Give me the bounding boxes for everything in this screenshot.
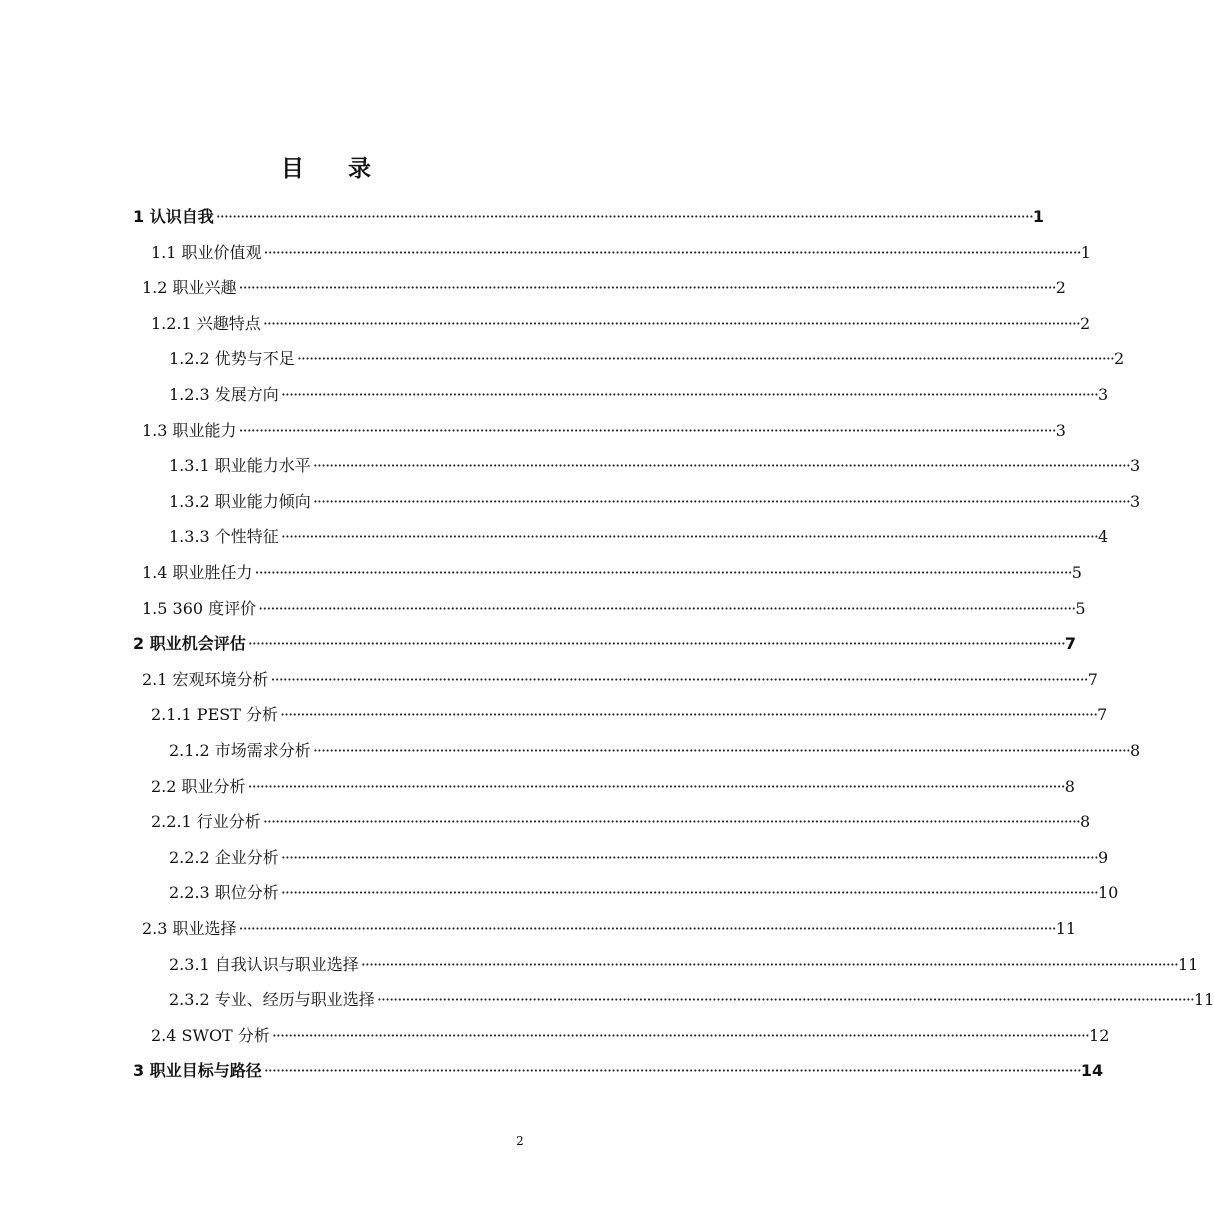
toc-entry-page: 9 [1098,847,1109,867]
toc-leader-dots: ········································································································································································································ [271,1025,1090,1045]
toc-entry-label: 1.5 360 度评价 [142,598,257,618]
toc-entry[interactable] [133,630,1077,658]
toc-leader-dots: ········································································································································································································ [360,954,1178,974]
toc-entry-label: 1.2.3 发展方向 [169,385,279,404]
toc-entry-page: 10 [1098,883,1119,903]
toc-entry-page: 11 [1055,919,1077,938]
toc-entry[interactable] [151,773,1075,801]
toc-entry-label: 2.1.1 PEST 分析 [151,705,278,725]
toc-leader-dots: ········································································································································································································ [263,1061,1081,1081]
toc-entry-page: 2 [1055,278,1066,298]
toc-entry-label: 1.2 职业兴趣 [142,278,237,298]
toc-leader-dots: ········································································································································································································ [270,669,1088,689]
toc-entry-label: 2.2.2 企业分析 [169,847,279,867]
toc-entry-page: 2 [1080,313,1091,333]
toc-entry[interactable] [151,701,1108,729]
toc-entry-page: 4 [1098,527,1109,547]
toc-entry-page: 11 [1194,990,1214,1010]
toc-entry[interactable] [169,986,1214,1014]
toc-leader-dots: ········································································································································································································ [258,598,1076,618]
toc-leader-dots: ········································································································································································································ [238,919,1056,938]
toc-entry-page: 7 [1097,705,1108,725]
toc-leader-dots: ········································································································································································································ [215,207,1033,226]
toc-leader-dots: ········································································································································································································ [280,883,1098,903]
toc-leader-dots: ········································································································································································································ [280,527,1098,547]
toc-entry-page: 5 [1071,563,1082,582]
toc-entry-page: 3 [1055,420,1066,440]
toc-leader-dots: ········································································································································································································ [279,705,1098,725]
toc-entry-label: 2.3.1 自我认识与职业选择 [169,954,359,974]
toc-entry[interactable] [151,808,1091,836]
toc-entry[interactable] [133,1057,1104,1085]
toc-entry-page: 8 [1080,812,1091,832]
toc-entry[interactable] [142,666,1098,694]
toc-entry-label: 2.3.2 专业、经历与职业选择 [169,990,375,1010]
toc-entry[interactable] [151,239,1091,267]
toc-entry-label: 2.2.1 行业分析 [151,812,261,832]
toc-entry[interactable] [151,1022,1110,1050]
toc-entry[interactable] [142,915,1077,943]
toc-entry-label: 1.4 职业胜任力 [142,563,253,582]
toc-entry-label: 2.3 职业选择 [142,919,237,938]
toc-entry[interactable] [151,310,1091,338]
toc-leader-dots: ········································································································································································································ [280,385,1098,404]
toc-entry-label: 1.3.2 职业能力倾向 [169,491,311,511]
toc-entry[interactable] [169,737,1141,765]
toc-leader-dots: ········································································································································································································ [312,741,1130,760]
toc-entry-page: 12 [1089,1025,1110,1045]
toc-entry-label: 2.4 SWOT 分析 [151,1025,270,1045]
toc-entry-label: 1.3 职业能力 [142,420,237,440]
toc-entry[interactable] [169,345,1125,373]
toc-entry-page: 7 [1064,634,1077,654]
toc-entry[interactable] [142,595,1086,623]
toc-entry-label: 1.2.1 兴趣特点 [151,313,261,333]
toc-leader-dots: ········································································································································································································ [247,776,1065,796]
toc-entry[interactable] [169,381,1109,409]
toc-entry-page: 1 [1080,242,1091,262]
toc-entry-label: 2.1 宏观环境分析 [142,669,269,689]
toc-entry-label: 2.2.3 职位分析 [169,883,279,903]
toc-leader-dots: ········································································································································································································ [254,563,1072,582]
toc-entry-page: 14 [1080,1061,1104,1081]
toc-leader-dots: ········································································································································································································ [238,278,1056,298]
toc-leader-dots: ········································································································································································································ [312,456,1130,476]
toc-entry-label: 2.2 职业分析 [151,776,246,796]
toc-entry-label: 1.3.3 个性特征 [169,527,279,547]
toc-entry-page: 3 [1130,491,1141,511]
toc-entry-page: 8 [1064,776,1075,796]
toc-entry[interactable] [133,203,1045,231]
page-number: 2 [516,1134,524,1148]
toc-entry-page: 3 [1098,385,1109,404]
toc-leader-dots: ········································································································································································································ [376,990,1194,1010]
toc-leader-dots: ········································································································································································································ [263,242,1081,262]
toc-entry-page: 2 [1114,349,1125,369]
toc-entry-label: 3 职业目标与路径 [133,1061,262,1081]
toc-entry-page: 1 [1032,207,1045,226]
toc-entry-page: 8 [1130,741,1141,760]
toc-entry[interactable] [142,417,1066,445]
toc-entry[interactable] [169,951,1199,979]
toc-leader-dots: ········································································································································································································ [280,847,1098,867]
toc-leader-dots: ········································································································································································································ [247,634,1065,654]
toc-entry-label: 1.3.1 职业能力水平 [169,456,311,476]
toc-entry-label: 1 认识自我 [133,207,214,226]
toc-entry-label: 1.1 职业价值观 [151,242,262,262]
toc-entry[interactable] [142,559,1082,587]
toc-entry-label: 2 职业机会评估 [133,634,246,654]
toc-leader-dots: ········································································································································································································ [262,313,1080,333]
toc-entry-page: 11 [1178,954,1199,974]
toc-entry-page: 7 [1087,669,1098,689]
page-title: 目 录 [280,156,389,182]
toc-entry-page: 3 [1130,456,1141,476]
toc-entry[interactable] [169,844,1109,872]
toc-leader-dots: ········································································································································································································ [262,812,1080,832]
toc-entry[interactable] [169,879,1119,907]
toc-entry[interactable] [169,523,1109,551]
toc-leader-dots: ········································································································································································································ [296,349,1114,369]
toc-entry[interactable] [169,452,1141,480]
toc-entry-label: 1.2.2 优势与不足 [169,349,295,369]
toc-entry[interactable] [169,488,1141,516]
toc-entry[interactable] [142,274,1066,302]
toc-leader-dots: ········································································································································································································ [238,420,1056,440]
toc-entry-label: 2.1.2 市场需求分析 [169,741,311,760]
toc-leader-dots: ········································································································································································································ [312,491,1130,511]
toc-entry-page: 5 [1075,598,1086,618]
